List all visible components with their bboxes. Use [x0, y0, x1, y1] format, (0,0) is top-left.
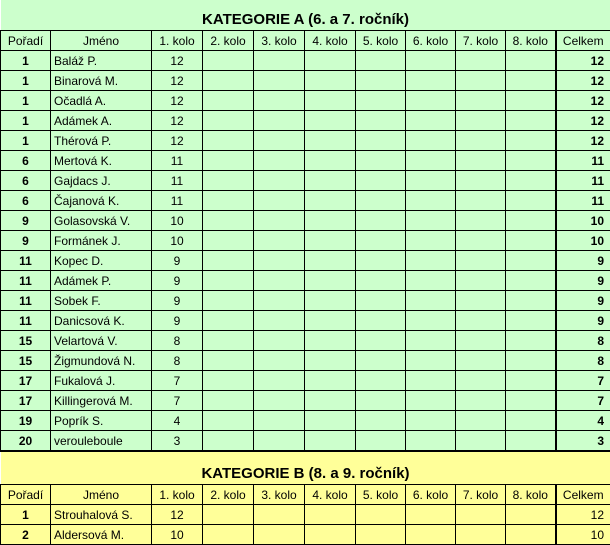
round-8-cell[interactable] — [506, 111, 556, 131]
round-8-cell[interactable] — [506, 411, 556, 431]
round-1-cell[interactable]: 8 — [152, 331, 203, 351]
round-8-cell[interactable] — [506, 171, 556, 191]
round-1-cell[interactable]: 9 — [152, 311, 203, 331]
round-4-cell[interactable] — [305, 411, 356, 431]
name-cell[interactable]: verouleboule — [51, 431, 152, 452]
round-7-cell[interactable] — [456, 351, 506, 371]
round-2-cell[interactable] — [203, 191, 254, 211]
round-1-cell[interactable]: 9 — [152, 291, 203, 311]
round-8-cell[interactable] — [506, 211, 556, 231]
column-header: 7. kolo — [456, 31, 506, 51]
round-5-cell[interactable] — [356, 91, 406, 111]
round-5-cell[interactable] — [356, 371, 406, 391]
rank-cell[interactable]: 11 — [1, 271, 51, 291]
round-5-cell[interactable] — [356, 525, 406, 545]
round-3-cell[interactable] — [254, 51, 305, 71]
name-cell[interactable]: Adámek P. — [51, 271, 152, 291]
round-2-cell[interactable] — [203, 291, 254, 311]
round-6-cell[interactable] — [406, 211, 456, 231]
round-2-cell[interactable] — [203, 391, 254, 411]
round-4-cell[interactable] — [305, 391, 356, 411]
table-row — [1, 391, 610, 411]
round-3-cell[interactable] — [254, 111, 305, 131]
table-row — [1, 371, 610, 391]
round-5-cell[interactable] — [356, 151, 406, 171]
round-7-cell[interactable] — [456, 411, 506, 431]
name-cell[interactable]: Žigmundová N. — [51, 351, 152, 371]
table-row — [1, 291, 610, 311]
round-7-cell[interactable] — [456, 431, 506, 452]
total-cell[interactable]: 9 — [556, 271, 610, 291]
round-6-cell[interactable] — [406, 311, 456, 331]
round-2-cell[interactable] — [203, 351, 254, 371]
round-7-cell[interactable] — [456, 51, 506, 71]
column-header: 7. kolo — [456, 485, 506, 505]
round-6-cell[interactable] — [406, 151, 456, 171]
round-1-cell[interactable]: 3 — [152, 431, 203, 452]
table-row — [1, 505, 610, 525]
table-row — [1, 131, 610, 151]
table-row — [1, 171, 610, 191]
round-3-cell[interactable] — [254, 351, 305, 371]
total-cell[interactable]: 9 — [556, 311, 610, 331]
round-4-cell[interactable] — [305, 505, 356, 525]
round-6-cell[interactable] — [406, 331, 456, 351]
round-4-cell[interactable] — [305, 251, 356, 271]
round-2-cell[interactable] — [203, 331, 254, 351]
category-b-title: KATEGORIE B (8. a 9. ročník) — [1, 451, 610, 485]
rank-cell[interactable]: 1 — [1, 51, 51, 71]
round-7-cell[interactable] — [456, 131, 506, 151]
table-row — [1, 91, 610, 111]
round-6-cell[interactable] — [406, 111, 456, 131]
round-3-cell[interactable] — [254, 271, 305, 291]
round-5-cell[interactable] — [356, 51, 406, 71]
round-6-cell[interactable] — [406, 231, 456, 251]
total-cell[interactable]: 12 — [556, 111, 610, 131]
round-7-cell[interactable] — [456, 231, 506, 251]
name-cell[interactable]: Danicsová K. — [51, 311, 152, 331]
round-8-cell[interactable] — [506, 291, 556, 311]
rank-cell[interactable]: 1 — [1, 505, 51, 525]
table-row — [1, 211, 610, 231]
round-7-cell[interactable] — [456, 71, 506, 91]
total-cell[interactable]: 12 — [556, 505, 610, 525]
total-cell[interactable]: 11 — [556, 151, 610, 171]
round-6-cell[interactable] — [406, 71, 456, 91]
round-1-cell[interactable]: 7 — [152, 371, 203, 391]
round-1-cell[interactable]: 8 — [152, 351, 203, 371]
round-3-cell[interactable] — [254, 211, 305, 231]
name-cell[interactable]: Killingerová M. — [51, 391, 152, 411]
round-8-cell[interactable] — [506, 71, 556, 91]
table-row — [1, 331, 610, 351]
rank-cell[interactable]: 9 — [1, 231, 51, 251]
column-header: Jméno — [51, 31, 152, 51]
round-6-cell[interactable] — [406, 91, 456, 111]
round-3-cell[interactable] — [254, 291, 305, 311]
round-7-cell[interactable] — [456, 211, 506, 231]
table-row — [1, 431, 610, 452]
round-2-cell[interactable] — [203, 231, 254, 251]
column-header: 8. kolo — [506, 485, 556, 505]
round-2-cell[interactable] — [203, 311, 254, 331]
rank-cell[interactable]: 15 — [1, 351, 51, 371]
round-4-cell[interactable] — [305, 371, 356, 391]
total-cell[interactable]: 12 — [556, 131, 610, 151]
column-header: 3. kolo — [254, 31, 305, 51]
round-6-cell[interactable] — [406, 505, 456, 525]
round-2-cell[interactable] — [203, 411, 254, 431]
round-3-cell[interactable] — [254, 171, 305, 191]
round-3-cell[interactable] — [254, 371, 305, 391]
round-1-cell[interactable]: 12 — [152, 111, 203, 131]
rank-cell[interactable]: 9 — [1, 211, 51, 231]
header-row — [1, 485, 610, 505]
round-2-cell[interactable] — [203, 91, 254, 111]
total-cell[interactable]: 7 — [556, 391, 610, 411]
table-row — [1, 271, 610, 291]
round-1-cell[interactable]: 9 — [152, 271, 203, 291]
round-6-cell[interactable] — [406, 431, 456, 452]
name-cell[interactable]: Fukalová J. — [51, 371, 152, 391]
total-cell[interactable]: 7 — [556, 371, 610, 391]
column-header: Pořadí — [1, 31, 51, 51]
table-row — [1, 191, 610, 211]
table-row — [1, 525, 610, 545]
round-5-cell[interactable] — [356, 311, 406, 331]
round-5-cell[interactable] — [356, 251, 406, 271]
round-2-cell[interactable] — [203, 131, 254, 151]
round-4-cell[interactable] — [305, 351, 356, 371]
round-8-cell[interactable] — [506, 131, 556, 151]
name-cell[interactable]: Formánek J. — [51, 231, 152, 251]
round-5-cell[interactable] — [356, 411, 406, 431]
name-cell[interactable]: Binarová M. — [51, 71, 152, 91]
name-cell[interactable]: Adámek A. — [51, 111, 152, 131]
round-3-cell[interactable] — [254, 311, 305, 331]
column-header: 1. kolo — [152, 31, 203, 51]
round-8-cell[interactable] — [506, 51, 556, 71]
round-6-cell[interactable] — [406, 131, 456, 151]
total-cell[interactable]: 11 — [556, 191, 610, 211]
category-a-title: KATEGORIE A (6. a 7. ročník) — [1, 0, 610, 31]
round-7-cell[interactable] — [456, 311, 506, 331]
round-4-cell[interactable] — [305, 171, 356, 191]
column-header: 4. kolo — [305, 31, 356, 51]
round-3-cell[interactable] — [254, 411, 305, 431]
rank-cell[interactable]: 11 — [1, 251, 51, 271]
round-5-cell[interactable] — [356, 191, 406, 211]
round-7-cell[interactable] — [456, 251, 506, 271]
name-cell[interactable]: Sobek F. — [51, 291, 152, 311]
round-1-cell[interactable]: 9 — [152, 251, 203, 271]
round-8-cell[interactable] — [506, 191, 556, 211]
round-3-cell[interactable] — [254, 231, 305, 251]
name-cell[interactable]: Gajdacs J. — [51, 171, 152, 191]
round-5-cell[interactable] — [356, 271, 406, 291]
round-8-cell[interactable] — [506, 231, 556, 251]
round-1-cell[interactable]: 12 — [152, 505, 203, 525]
round-2-cell[interactable] — [203, 211, 254, 231]
total-cell[interactable]: 11 — [556, 171, 610, 191]
total-cell[interactable]: 8 — [556, 351, 610, 371]
round-8-cell[interactable] — [506, 331, 556, 351]
round-5-cell[interactable] — [356, 231, 406, 251]
round-4-cell[interactable] — [305, 191, 356, 211]
round-5-cell[interactable] — [356, 211, 406, 231]
round-5-cell[interactable] — [356, 111, 406, 131]
column-header: 8. kolo — [506, 31, 556, 51]
round-7-cell[interactable] — [456, 525, 506, 545]
round-3-cell[interactable] — [254, 525, 305, 545]
round-5-cell[interactable] — [356, 131, 406, 151]
round-6-cell[interactable] — [406, 525, 456, 545]
name-cell[interactable]: Čajanová K. — [51, 191, 152, 211]
round-2-cell[interactable] — [203, 171, 254, 191]
name-cell[interactable]: Golasovská V. — [51, 211, 152, 231]
name-cell[interactable]: Mertová K. — [51, 151, 152, 171]
column-header: Celkem — [556, 485, 610, 505]
round-4-cell[interactable] — [305, 131, 356, 151]
round-6-cell[interactable] — [406, 291, 456, 311]
header-row — [1, 31, 610, 51]
column-header: 6. kolo — [406, 485, 456, 505]
table-row — [1, 231, 610, 251]
table-row — [1, 251, 610, 271]
total-cell[interactable]: 9 — [556, 291, 610, 311]
rank-cell[interactable]: 11 — [1, 311, 51, 331]
rank-cell[interactable]: 6 — [1, 151, 51, 171]
round-7-cell[interactable] — [456, 111, 506, 131]
total-cell[interactable]: 12 — [556, 91, 610, 111]
round-8-cell[interactable] — [506, 311, 556, 331]
rank-cell[interactable]: 2 — [1, 525, 51, 545]
rank-cell[interactable]: 1 — [1, 91, 51, 111]
total-cell[interactable]: 12 — [556, 51, 610, 71]
category-a-title-row — [1, 0, 610, 31]
round-7-cell[interactable] — [456, 271, 506, 291]
round-4-cell[interactable] — [305, 431, 356, 452]
rank-cell[interactable]: 1 — [1, 111, 51, 131]
round-3-cell[interactable] — [254, 251, 305, 271]
round-6-cell[interactable] — [406, 411, 456, 431]
column-header: 5. kolo — [356, 31, 406, 51]
round-2-cell[interactable] — [203, 431, 254, 452]
name-cell[interactable]: Baláž P. — [51, 51, 152, 71]
total-cell[interactable]: 10 — [556, 231, 610, 251]
round-4-cell[interactable] — [305, 151, 356, 171]
column-header: Celkem — [556, 31, 610, 51]
table-row — [1, 51, 610, 71]
total-cell[interactable]: 12 — [556, 71, 610, 91]
rank-cell[interactable]: 6 — [1, 191, 51, 211]
rank-cell[interactable]: 19 — [1, 411, 51, 431]
round-6-cell[interactable] — [406, 351, 456, 371]
round-6-cell[interactable] — [406, 171, 456, 191]
round-8-cell[interactable] — [506, 251, 556, 271]
category-b-title-row — [1, 451, 610, 485]
column-header: 2. kolo — [203, 485, 254, 505]
round-3-cell[interactable] — [254, 505, 305, 525]
round-1-cell[interactable]: 12 — [152, 131, 203, 151]
round-7-cell[interactable] — [456, 331, 506, 351]
round-7-cell[interactable] — [456, 391, 506, 411]
column-header: 6. kolo — [406, 31, 456, 51]
rank-cell[interactable]: 6 — [1, 171, 51, 191]
round-6-cell[interactable] — [406, 251, 456, 271]
round-8-cell[interactable] — [506, 151, 556, 171]
round-6-cell[interactable] — [406, 51, 456, 71]
round-4-cell[interactable] — [305, 71, 356, 91]
round-5-cell[interactable] — [356, 71, 406, 91]
name-cell[interactable]: Strouhalová S. — [51, 505, 152, 525]
round-1-cell[interactable]: 10 — [152, 231, 203, 251]
round-8-cell[interactable] — [506, 91, 556, 111]
rank-cell[interactable]: 1 — [1, 131, 51, 151]
name-cell[interactable]: Poprík S. — [51, 411, 152, 431]
round-7-cell[interactable] — [456, 291, 506, 311]
total-cell[interactable]: 9 — [556, 251, 610, 271]
round-1-cell[interactable]: 12 — [152, 71, 203, 91]
name-cell[interactable]: Aldersová M. — [51, 525, 152, 545]
round-3-cell[interactable] — [254, 191, 305, 211]
column-header: Pořadí — [1, 485, 51, 505]
total-cell[interactable]: 10 — [556, 525, 610, 545]
round-6-cell[interactable] — [406, 391, 456, 411]
round-1-cell[interactable]: 11 — [152, 151, 203, 171]
round-1-cell[interactable]: 11 — [152, 191, 203, 211]
total-cell[interactable]: 3 — [556, 431, 610, 452]
round-2-cell[interactable] — [203, 371, 254, 391]
round-5-cell[interactable] — [356, 505, 406, 525]
round-3-cell[interactable] — [254, 331, 305, 351]
column-header: Jméno — [51, 485, 152, 505]
round-5-cell[interactable] — [356, 331, 406, 351]
round-7-cell[interactable] — [456, 371, 506, 391]
round-2-cell[interactable] — [203, 271, 254, 291]
round-8-cell[interactable] — [506, 391, 556, 411]
round-8-cell[interactable] — [506, 505, 556, 525]
round-8-cell[interactable] — [506, 351, 556, 371]
round-2-cell[interactable] — [203, 71, 254, 91]
round-7-cell[interactable] — [456, 151, 506, 171]
round-4-cell[interactable] — [305, 311, 356, 331]
round-6-cell[interactable] — [406, 371, 456, 391]
round-7-cell[interactable] — [456, 191, 506, 211]
total-cell[interactable]: 4 — [556, 411, 610, 431]
column-header: 2. kolo — [203, 31, 254, 51]
round-7-cell[interactable] — [456, 171, 506, 191]
round-3-cell[interactable] — [254, 151, 305, 171]
total-cell[interactable]: 10 — [556, 211, 610, 231]
round-2-cell[interactable] — [203, 51, 254, 71]
round-4-cell[interactable] — [305, 291, 356, 311]
round-4-cell[interactable] — [305, 51, 356, 71]
round-4-cell[interactable] — [305, 231, 356, 251]
rank-cell[interactable]: 17 — [1, 391, 51, 411]
round-2-cell[interactable] — [203, 505, 254, 525]
round-6-cell[interactable] — [406, 271, 456, 291]
rank-cell[interactable]: 1 — [1, 71, 51, 91]
rank-cell[interactable]: 20 — [1, 431, 51, 452]
column-header: 5. kolo — [356, 485, 406, 505]
table-row — [1, 151, 610, 171]
round-5-cell[interactable] — [356, 291, 406, 311]
round-2-cell[interactable] — [203, 111, 254, 131]
round-7-cell[interactable] — [456, 505, 506, 525]
column-header: 3. kolo — [254, 485, 305, 505]
column-header: 1. kolo — [152, 485, 203, 505]
total-cell[interactable]: 8 — [556, 331, 610, 351]
column-header: 4. kolo — [305, 485, 356, 505]
round-4-cell[interactable] — [305, 271, 356, 291]
table-row — [1, 411, 610, 431]
table-row — [1, 311, 610, 331]
round-4-cell[interactable] — [305, 331, 356, 351]
round-8-cell[interactable] — [506, 271, 556, 291]
name-cell[interactable]: Očadlá A. — [51, 91, 152, 111]
round-5-cell[interactable] — [356, 171, 406, 191]
round-3-cell[interactable] — [254, 131, 305, 151]
round-5-cell[interactable] — [356, 351, 406, 371]
round-3-cell[interactable] — [254, 391, 305, 411]
round-4-cell[interactable] — [305, 525, 356, 545]
name-cell[interactable]: Thérová P. — [51, 131, 152, 151]
round-3-cell[interactable] — [254, 91, 305, 111]
round-1-cell[interactable]: 10 — [152, 211, 203, 231]
round-8-cell[interactable] — [506, 371, 556, 391]
round-1-cell[interactable]: 7 — [152, 391, 203, 411]
rank-cell[interactable]: 17 — [1, 371, 51, 391]
round-3-cell[interactable] — [254, 431, 305, 452]
round-3-cell[interactable] — [254, 71, 305, 91]
name-cell[interactable]: Velartová V. — [51, 331, 152, 351]
rank-cell[interactable]: 11 — [1, 291, 51, 311]
round-1-cell[interactable]: 10 — [152, 525, 203, 545]
round-2-cell[interactable] — [203, 151, 254, 171]
rank-cell[interactable]: 15 — [1, 331, 51, 351]
round-2-cell[interactable] — [203, 525, 254, 545]
round-5-cell[interactable] — [356, 431, 406, 452]
round-4-cell[interactable] — [305, 91, 356, 111]
round-1-cell[interactable]: 12 — [152, 51, 203, 71]
round-4-cell[interactable] — [305, 111, 356, 131]
round-5-cell[interactable] — [356, 391, 406, 411]
round-4-cell[interactable] — [305, 211, 356, 231]
table-row — [1, 111, 610, 131]
round-8-cell[interactable] — [506, 431, 556, 452]
round-2-cell[interactable] — [203, 251, 254, 271]
name-cell[interactable]: Kopec D. — [51, 251, 152, 271]
round-1-cell[interactable]: 11 — [152, 171, 203, 191]
round-8-cell[interactable] — [506, 525, 556, 545]
round-6-cell[interactable] — [406, 191, 456, 211]
round-7-cell[interactable] — [456, 91, 506, 111]
table-row — [1, 351, 610, 371]
round-1-cell[interactable]: 12 — [152, 91, 203, 111]
round-1-cell[interactable]: 4 — [152, 411, 203, 431]
table-row — [1, 71, 610, 91]
